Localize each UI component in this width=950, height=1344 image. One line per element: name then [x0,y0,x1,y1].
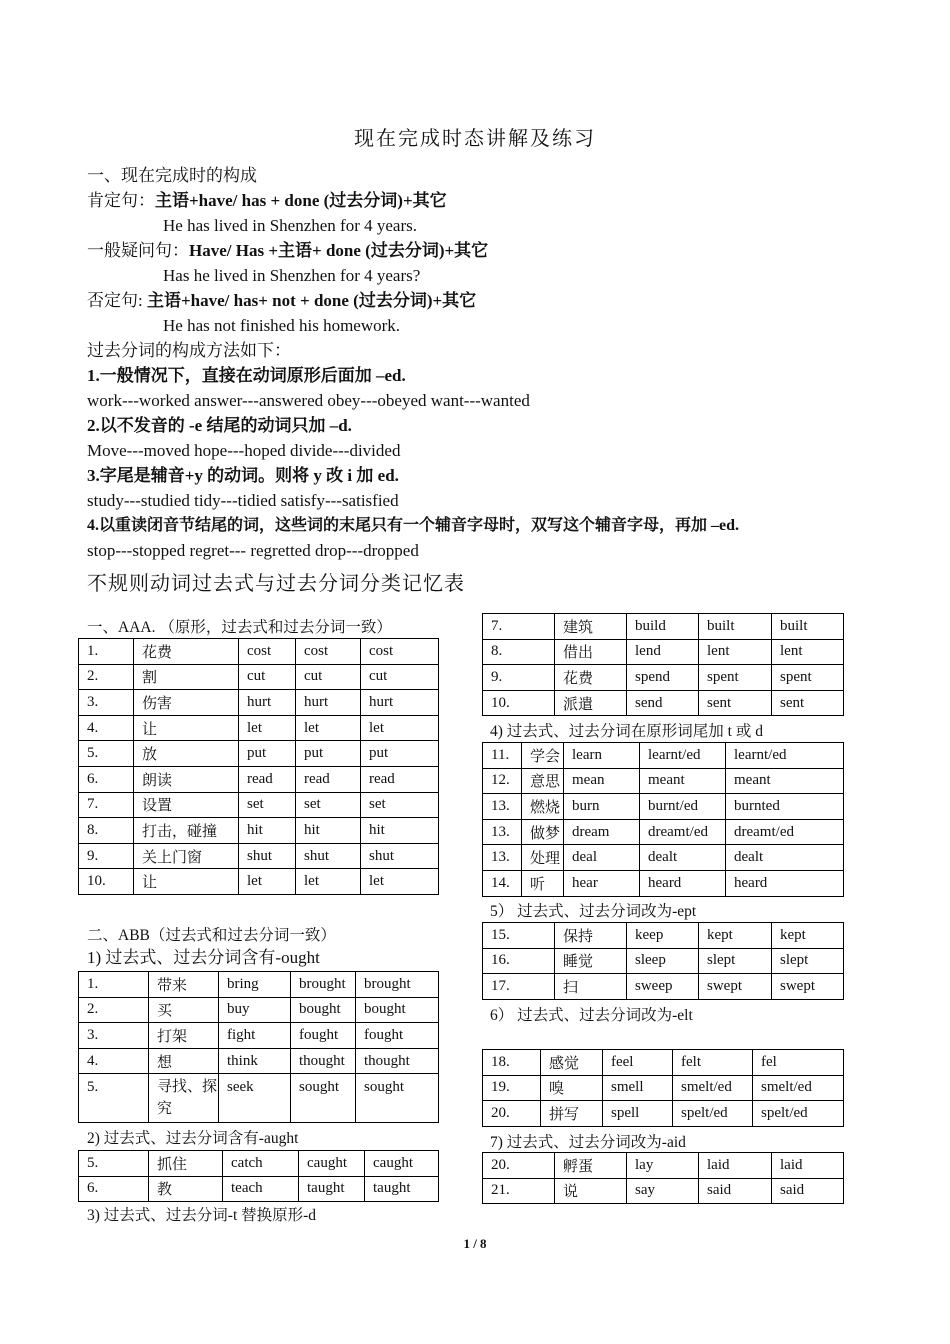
base-form-cell: bring [219,972,291,998]
chinese-meaning-cell: 孵蛋 [555,1153,627,1179]
row-number-cell: 8. [483,639,555,665]
past-tense-cell: cost [296,639,361,665]
row-number-cell: 20. [483,1101,541,1127]
table-row [79,972,439,998]
row-number-cell: 9. [483,665,555,691]
table-row [483,665,844,691]
base-form-cell: cut [239,664,296,690]
chinese-meaning-cell: 教 [149,1176,223,1202]
row-number-cell: 15. [483,923,555,949]
row-number-cell: 20. [483,1153,555,1179]
page-number: 1 / 8 [463,1236,487,1251]
base-form-cell: lay [627,1153,699,1179]
past-participle-cell: slept [772,948,844,974]
past-participle-cell: hit [361,818,439,844]
past-participle-cell: fought [356,1023,439,1049]
aaa-heading: 一、AAA. （原形，过去式和过去分词一致） [87,619,392,636]
row-number-cell: 12. [483,768,522,794]
aught-table [78,1150,439,1202]
past-tense-cell: built [699,614,772,640]
chinese-meaning-cell: 嗅 [541,1075,603,1101]
rule-4: 4.以重读闭音节结尾的词，这些词的末尾只有一个辅音字母时，双写这个辅音字母，再加 –ed. [87,517,740,534]
table-row [483,639,844,665]
chinese-meaning-cell: 睡觉 [555,948,627,974]
base-form-cell: let [239,715,296,741]
past-participle-intro: 过去分词的构成方法如下： [87,341,291,360]
past-participle-cell: bought [356,997,439,1023]
row-number-cell: 10. [483,690,555,716]
question-formula [87,240,488,262]
td-table [482,742,844,897]
past-participle-cell: lent [772,639,844,665]
past-tense-cell: let [296,715,361,741]
past-tense-cell: swept [699,974,772,1000]
row-number-cell: 5. [79,741,134,767]
table-row [483,690,844,716]
base-form-cell: learn [564,743,640,769]
past-participle-cell: laid [772,1153,844,1179]
table-row [79,664,439,690]
past-tense-cell: dreamt/ed [640,819,726,845]
row-number-cell: 6. [79,1176,149,1202]
base-form-cell: burn [564,794,640,820]
chinese-meaning-cell: 设置 [134,792,239,818]
table-row [79,690,439,716]
past-tense-cell: read [296,766,361,792]
row-number-cell: 5. [79,1151,149,1177]
rule-2-examples: Move---moved hope---hoped divide---divided [87,441,401,460]
past-participle-cell: fel [753,1050,844,1076]
past-tense-cell: learnt/ed [640,743,726,769]
chinese-meaning-cell: 关上门窗 [134,843,239,869]
base-form-cell: feel [603,1050,673,1076]
section-heading: 一、现在完成时的构成 [87,166,257,185]
base-form-cell: think [219,1048,291,1074]
question-example: Has he lived in Shenzhen for 4 years? [163,266,421,285]
chinese-meaning-cell: 燃烧 [522,794,564,820]
table-row [483,794,844,820]
negative-formula-text: 主语+have/ has+ not + done (过去分词)+其它 [146,291,477,310]
past-tense-cell: sought [291,1074,356,1123]
base-form-cell: lend [627,639,699,665]
aught-heading: 2) 过去式、过去分词含有-aught [87,1130,299,1147]
table-row [79,792,439,818]
chinese-meaning-cell: 派遣 [555,690,627,716]
row-number-cell: 4. [79,1048,149,1074]
chinese-meaning-cell: 说 [555,1178,627,1204]
row-number-cell: 14. [483,870,522,896]
past-participle-cell: sought [356,1074,439,1123]
past-tense-cell: spent [699,665,772,691]
past-participle-cell: read [361,766,439,792]
affirmative-example: He has lived in Shenzhen for 4 years. [163,216,417,235]
ought-heading: 1) 过去式、过去分词含有-ought [87,948,320,967]
past-participle-cell: dreamt/ed [726,819,844,845]
table-row [483,1075,844,1101]
chinese-meaning-cell: 做梦 [522,819,564,845]
past-participle-cell: dealt [726,845,844,871]
abb-heading: 二、ABB（过去式和过去分词一致） [87,927,336,944]
table-row [483,768,844,794]
table-row [79,741,439,767]
past-tense-cell: burnt/ed [640,794,726,820]
past-tense-cell: meant [640,768,726,794]
base-form-cell: hear [564,870,640,896]
past-participle-cell: meant [726,768,844,794]
irregular-verbs-title: 不规则动词过去式与过去分词分类记忆表 [87,573,465,595]
base-form-cell: hurt [239,690,296,716]
table-row [483,614,844,640]
base-form-cell: let [239,869,296,895]
negative-label: 否定句: [87,291,147,310]
past-tense-cell: hurt [296,690,361,716]
aid-table [482,1152,844,1204]
past-tense-cell: kept [699,923,772,949]
row-number-cell: 13. [483,819,522,845]
past-participle-cell: smelt/ed [753,1075,844,1101]
row-number-cell: 6. [79,766,134,792]
base-form-cell: hit [239,818,296,844]
row-number-cell: 3. [79,1023,149,1049]
chinese-meaning-cell: 割 [134,664,239,690]
table-row [79,766,439,792]
table-row [79,818,439,844]
rule-1: 1.一般情况下，直接在动词原形后面加 –ed. [87,366,406,385]
elt-heading: 6） 过去式、过去分词改为-elt [490,1007,693,1024]
chinese-meaning-cell: 抓住 [149,1151,223,1177]
past-participle-cell: taught [365,1176,439,1202]
row-number-cell: 10. [79,869,134,895]
chinese-meaning-cell: 打架 [149,1023,219,1049]
affirmative-formula [87,190,447,212]
table-row [79,1048,439,1074]
base-form-cell: say [627,1178,699,1204]
ought-table [78,971,439,1123]
chinese-meaning-cell: 听 [522,870,564,896]
base-form-cell: cost [239,639,296,665]
past-participle-cell: brought [356,972,439,998]
row-number-cell: 5. [79,1074,149,1123]
past-tense-cell: lent [699,639,772,665]
past-participle-cell: caught [365,1151,439,1177]
past-tense-cell: put [296,741,361,767]
table-row [483,870,844,896]
past-participle-cell: shut [361,843,439,869]
past-participle-cell: built [772,614,844,640]
past-participle-cell: let [361,869,439,895]
past-participle-cell: spelt/ed [753,1101,844,1127]
chinese-meaning-cell: 买 [149,997,219,1023]
question-label: 一般疑问句： [87,241,189,260]
base-form-cell: teach [223,1176,299,1202]
table-row [79,1151,439,1177]
chinese-meaning-cell: 扫 [555,974,627,1000]
chinese-meaning-cell: 拼写 [541,1101,603,1127]
past-participle-cell: said [772,1178,844,1204]
table-row [79,997,439,1023]
base-form-cell: fight [219,1023,291,1049]
chinese-meaning-cell: 处理 [522,845,564,871]
affirmative-formula-text: 主语+have/ has + done (过去分词)+其它 [155,191,447,210]
past-participle-cell: let [361,715,439,741]
past-tense-cell: said [699,1178,772,1204]
rule-4-examples: stop---stopped regret--- regretted drop---dropped [87,541,419,560]
row-number-cell: 4. [79,715,134,741]
negative-formula [87,290,476,312]
row-number-cell: 2. [79,997,149,1023]
row-number-cell: 19. [483,1075,541,1101]
rule-1-examples: work---worked answer---answered obey---obeyed want---wanted [87,391,530,410]
row-number-cell: 13. [483,845,522,871]
past-participle-cell: cost [361,639,439,665]
chinese-meaning-cell: 花费 [555,665,627,691]
past-tense-cell: brought [291,972,356,998]
past-participle-cell: swept [772,974,844,1000]
table-row [483,974,844,1000]
past-participle-cell: set [361,792,439,818]
row-number-cell: 18. [483,1050,541,1076]
row-number-cell: 1. [79,972,149,998]
rule-2: 2.以不发音的 -e 结尾的动词只加 –d. [87,416,352,435]
past-participle-cell: learnt/ed [726,743,844,769]
chinese-meaning-cell: 想 [149,1048,219,1074]
past-participle-cell: put [361,741,439,767]
past-tense-cell: spelt/ed [673,1101,753,1127]
base-form-cell: spell [603,1101,673,1127]
chinese-meaning-cell: 建筑 [555,614,627,640]
chinese-meaning-cell: 学会 [522,743,564,769]
td-heading: 4) 过去式、过去分词在原形词尾加 t 或 d [490,723,763,740]
table-row [483,743,844,769]
row-number-cell: 13. [483,794,522,820]
table-row [79,1074,439,1123]
page-title: 现在完成时态讲解及练习 [354,128,596,150]
past-tense-cell: thought [291,1048,356,1074]
base-form-cell: set [239,792,296,818]
row-number-cell: 9. [79,843,134,869]
table-row [483,819,844,845]
past-participle-cell: heard [726,870,844,896]
base-form-cell: catch [223,1151,299,1177]
chinese-meaning-cell: 保持 [555,923,627,949]
past-tense-cell: smelt/ed [673,1075,753,1101]
past-participle-cell: cut [361,664,439,690]
rule-3-examples: study---studied tidy---tidied satisfy---satisfied [87,491,399,510]
past-tense-cell: dealt [640,845,726,871]
question-formula-text: Have/ Has +主语+ done (过去分词)+其它 [189,241,489,260]
aaa-table [78,638,439,895]
base-form-cell: buy [219,997,291,1023]
base-form-cell: mean [564,768,640,794]
chinese-meaning-cell: 借出 [555,639,627,665]
table-row [79,1023,439,1049]
base-form-cell: build [627,614,699,640]
base-form-cell: keep [627,923,699,949]
past-tense-cell: let [296,869,361,895]
table-row [483,1050,844,1076]
aid-heading: 7) 过去式、过去分词改为-aid [490,1134,686,1151]
table-row [79,869,439,895]
base-form-cell: seek [219,1074,291,1123]
past-tense-cell: set [296,792,361,818]
chinese-meaning-cell: 放 [134,741,239,767]
table-row [79,843,439,869]
chinese-meaning-cell: 伤害 [134,690,239,716]
rule-3: 3.字尾是辅音+y 的动词。则将 y 改 i 加 ed. [87,466,399,485]
past-participle-cell: thought [356,1048,439,1074]
past-tense-cell: fought [291,1023,356,1049]
row-number-cell: 7. [483,614,555,640]
row-number-cell: 1. [79,639,134,665]
past-participle-cell: spent [772,665,844,691]
t-replace-table [482,613,844,716]
chinese-meaning-cell: 意思 [522,768,564,794]
chinese-meaning-cell: 打击，碰撞 [134,818,239,844]
table-row [79,1176,439,1202]
row-number-cell: 21. [483,1178,555,1204]
negative-example: He has not finished his homework. [163,316,401,335]
ept-heading: 5） 过去式、过去分词改为-ept [490,903,697,920]
row-number-cell: 11. [483,743,522,769]
chinese-meaning-cell: 朗读 [134,766,239,792]
row-number-cell: 17. [483,974,555,1000]
row-number-cell: 8. [79,818,134,844]
elt-table [482,1049,844,1127]
base-form-cell: smell [603,1075,673,1101]
row-number-cell: 7. [79,792,134,818]
table-row [483,1178,844,1204]
table-row [483,845,844,871]
base-form-cell: sweep [627,974,699,1000]
past-tense-cell: shut [296,843,361,869]
past-participle-cell: burnted [726,794,844,820]
row-number-cell: 2. [79,664,134,690]
base-form-cell: deal [564,845,640,871]
past-tense-cell: sent [699,690,772,716]
past-tense-cell: hit [296,818,361,844]
table-row [483,948,844,974]
table-row [79,715,439,741]
chinese-meaning-cell: 带来 [149,972,219,998]
base-form-cell: read [239,766,296,792]
past-tense-cell: taught [299,1176,365,1202]
row-number-cell: 16. [483,948,555,974]
past-tense-cell: cut [296,664,361,690]
base-form-cell: put [239,741,296,767]
table-row [483,923,844,949]
affirmative-label: 肯定句： [87,191,155,210]
past-tense-cell: slept [699,948,772,974]
table-row [483,1153,844,1179]
table-row [483,1101,844,1127]
past-tense-cell: felt [673,1050,753,1076]
past-participle-cell: hurt [361,690,439,716]
row-number-cell: 3. [79,690,134,716]
chinese-meaning-cell: 感觉 [541,1050,603,1076]
chinese-meaning-cell: 让 [134,869,239,895]
past-tense-cell: heard [640,870,726,896]
base-form-cell: send [627,690,699,716]
past-tense-cell: laid [699,1153,772,1179]
chinese-meaning-cell: 让 [134,715,239,741]
t-replace-heading: 3) 过去式、过去分词-t 替换原形-d [87,1207,317,1224]
past-tense-cell: caught [299,1151,365,1177]
past-participle-cell: kept [772,923,844,949]
chinese-meaning-cell: 花费 [134,639,239,665]
past-participle-cell: sent [772,690,844,716]
base-form-cell: shut [239,843,296,869]
ept-table [482,922,844,1000]
past-tense-cell: bought [291,997,356,1023]
base-form-cell: sleep [627,948,699,974]
table-row [79,639,439,665]
chinese-meaning-cell: 寻找、探究 [149,1074,219,1123]
base-form-cell: spend [627,665,699,691]
base-form-cell: dream [564,819,640,845]
